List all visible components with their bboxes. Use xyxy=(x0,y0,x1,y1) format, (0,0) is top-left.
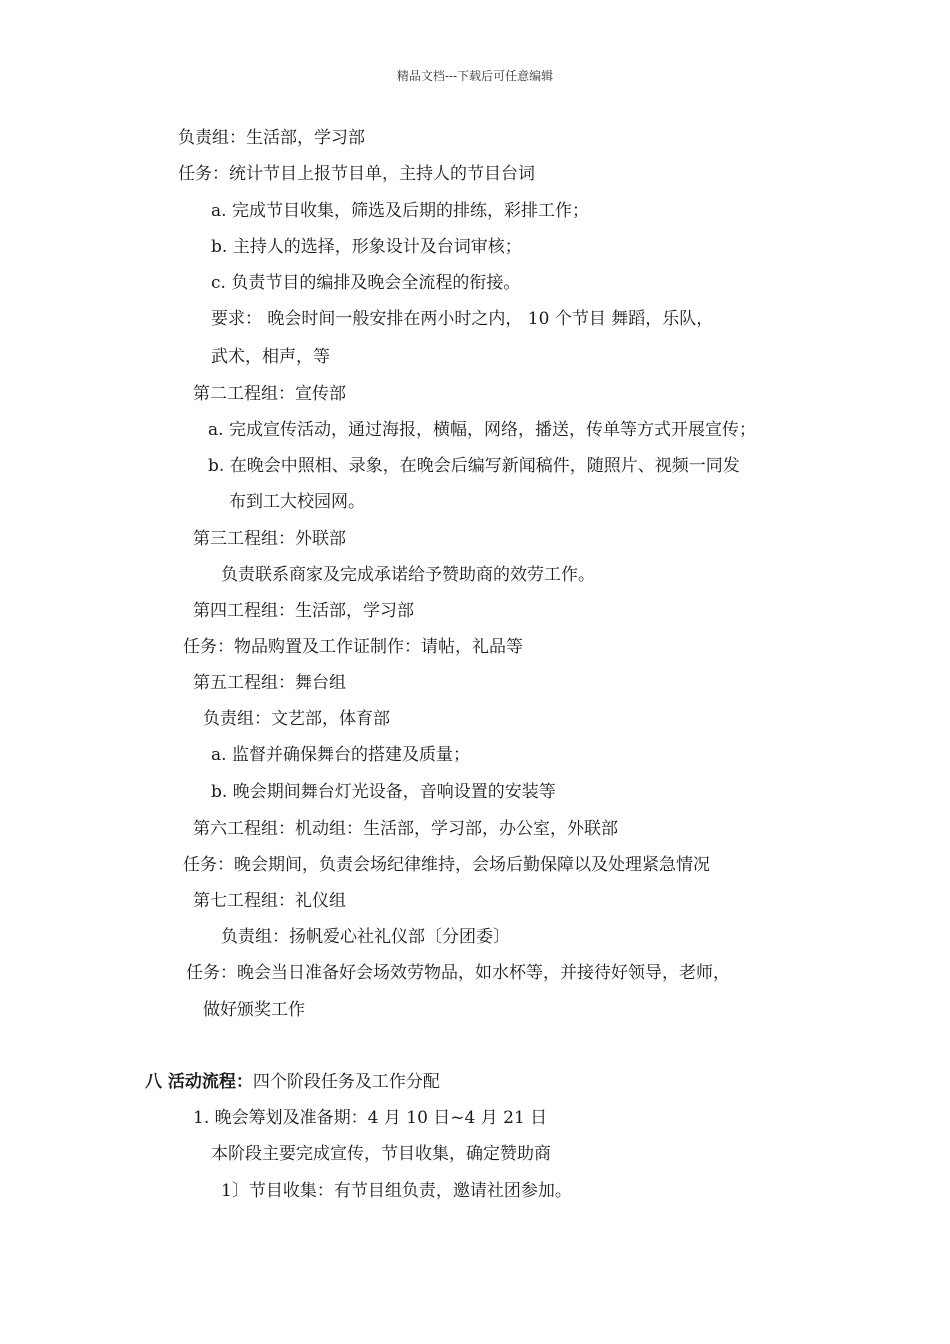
text-line: 任务：晚会期间，负责会场纪律维持，会场后勤保障以及处理紧急情况 xyxy=(183,855,710,875)
text-line: 负责组：生活部，学习部 xyxy=(178,128,365,148)
text-line: 布到工大校园网。 xyxy=(229,492,365,512)
text-line: 本阶段主要完成宣传，节目收集，确定赞助商 xyxy=(211,1144,551,1164)
list-item: a. 完成宣传活动，通过海报，横幅，网络，播送，传单等方式开展宣传； xyxy=(208,420,756,440)
list-item: a. 监督并确保舞台的搭建及质量； xyxy=(211,745,470,765)
text-line: 负责组：扬帆爱心社礼仪部〔分团委〕 xyxy=(221,927,510,947)
list-item: b. 在晚会中照相、录象，在晚会后编写新闻稿件，随照片、视频一同发 xyxy=(208,456,740,476)
group-heading: 第七工程组：礼仪组 xyxy=(193,891,346,911)
list-item: c. 负责节目的编排及晚会全流程的衔接。 xyxy=(211,273,521,293)
list-item: b. 主持人的选择，形象设计及台词审核； xyxy=(211,237,522,257)
sub-item: 1〕节目收集：有节目组负责，邀请社团参加。 xyxy=(221,1181,572,1201)
text-line: 要求： 晚会时间一般安排在两小时之内， 10 个节目 舞蹈，乐队， xyxy=(211,309,714,329)
section-heading xyxy=(145,1071,440,1093)
group-heading: 第二工程组：宣传部 xyxy=(193,384,346,404)
page-header: 精品文档---下载后可任意编辑 xyxy=(396,69,554,83)
text-line: 任务：晚会当日准备好会场效劳物品，如水杯等，并接待好领导，老师， xyxy=(186,963,730,983)
group-heading: 第四工程组：生活部，学习部 xyxy=(193,601,414,621)
text-line: 任务：统计节目上报节目单，主持人的节目台词 xyxy=(178,164,535,184)
group-heading: 第五工程组：舞台组 xyxy=(193,673,346,693)
section-heading-label: 八 活动流程： xyxy=(145,1072,253,1092)
list-item: b. 晚会期间舞台灯光设备，音响设置的安装等 xyxy=(211,782,556,802)
text-line: 负责组：文艺部，体育部 xyxy=(203,709,390,729)
text-line: 任务：物品购置及工作证制作：请帖，礼品等 xyxy=(183,637,523,657)
group-heading: 第六工程组：机动组：生活部，学习部，办公室，外联部 xyxy=(193,819,618,839)
text-line: 负责联系商家及完成承诺给予赞助商的效劳工作。 xyxy=(221,565,595,585)
text-line: 武术，相声，等 xyxy=(211,347,330,367)
numbered-item: 1. 晚会筹划及准备期：4 月 10 日~4 月 21 日 xyxy=(193,1108,548,1128)
text-line: 做好颁奖工作 xyxy=(203,1000,305,1020)
section-heading-text: 四个阶段任务及工作分配 xyxy=(252,1072,440,1092)
group-heading: 第三工程组：外联部 xyxy=(193,529,346,549)
list-item: a. 完成节目收集，筛选及后期的排练，彩排工作； xyxy=(211,201,589,221)
